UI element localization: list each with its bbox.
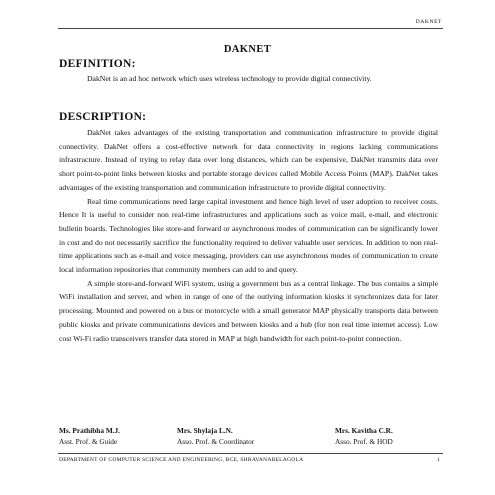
footer-divider	[58, 453, 443, 454]
signatory-name: Ms. Prathibha M.J.	[59, 426, 121, 435]
signatory-role: Asst. Prof. & Guide	[59, 436, 118, 446]
signatory-role: Asso. Prof. & Coordinator	[177, 436, 255, 446]
document-title: DAKNET	[223, 44, 272, 55]
header-divider	[58, 28, 443, 29]
signatory-guide	[59, 426, 120, 447]
definition-body	[59, 72, 438, 86]
page-number: 1	[437, 457, 440, 463]
description-paragraph-3: A simple store-and-forward WiFi system, using a government bus as a central linkage. The bus contains a simple WiFi installation and server, and when in range of one of the outlying information kiosks it synchronizes data for later processing. Mounted and powered on a bus or motorcycle with a small generator MAP physically transports data between public kiosks and private communications devices and between kiosks and a hub (for non real time internet access). Low cost Wi-Fi radio transceivers transfer data stored in MAP at high bandwidth for each point-to-point connection.	[59, 278, 438, 343]
section-heading-definition: DEFINITION:	[59, 58, 136, 70]
running-header: DAKNET	[415, 19, 442, 25]
signatory-hod	[335, 426, 393, 447]
description-body	[59, 126, 438, 345]
definition-paragraph: DakNet is an ad hoc network which uses wireless technology to provide digital connectivity.	[87, 74, 372, 83]
signatory-name: Mrs. Kavitha C.R.	[335, 426, 393, 435]
signatory-name: Mrs. Shylaja L.N.	[177, 426, 233, 435]
footer-department: DEPARTMENT OF COMPUTER SCIENCE AND ENGINEERING, BCE, SHRAVANABELAGOLA	[59, 457, 304, 463]
signatory-coordinator	[177, 426, 254, 447]
description-paragraph-2: Real time communications need large capital investment and hence high level of user adoption to receiver costs. Hence It is useful to consider non real-time infrastructures and applications such as voice mail, e-mail, and electronic bulletin boards. Technologies like store-and forward or asynchronous modes of communication can be significantly lower in cost and do not necessarily sacrifice the functionality required to deliver valuable user services. In addition to non real-time applications such as e-mail and voice messaging, providers can use asynchronous modes of communication to create local information repositories that community members can add to and query.	[59, 196, 438, 275]
signatory-role: Asso. Prof. & HOD	[335, 436, 393, 446]
description-paragraph-1: DakNet takes advantages of the existing transportation and communication infrastructure to provide digital connectivity. DakNet offers a cost-effective network for data connectivity in regions lacking communications infrastructure. Instead of trying to relay data over long distances, which can be expensive, DakNet transmits data over short point-to-point links between kiosks and portable storage devices called Mobile Access Points (MAP). DakNet takes advantages of the existing transportation and communication infrastructure to provide digital connectivity.	[59, 128, 438, 192]
page-footer	[59, 457, 440, 463]
section-heading-description: DESCRIPTION:	[59, 111, 147, 123]
